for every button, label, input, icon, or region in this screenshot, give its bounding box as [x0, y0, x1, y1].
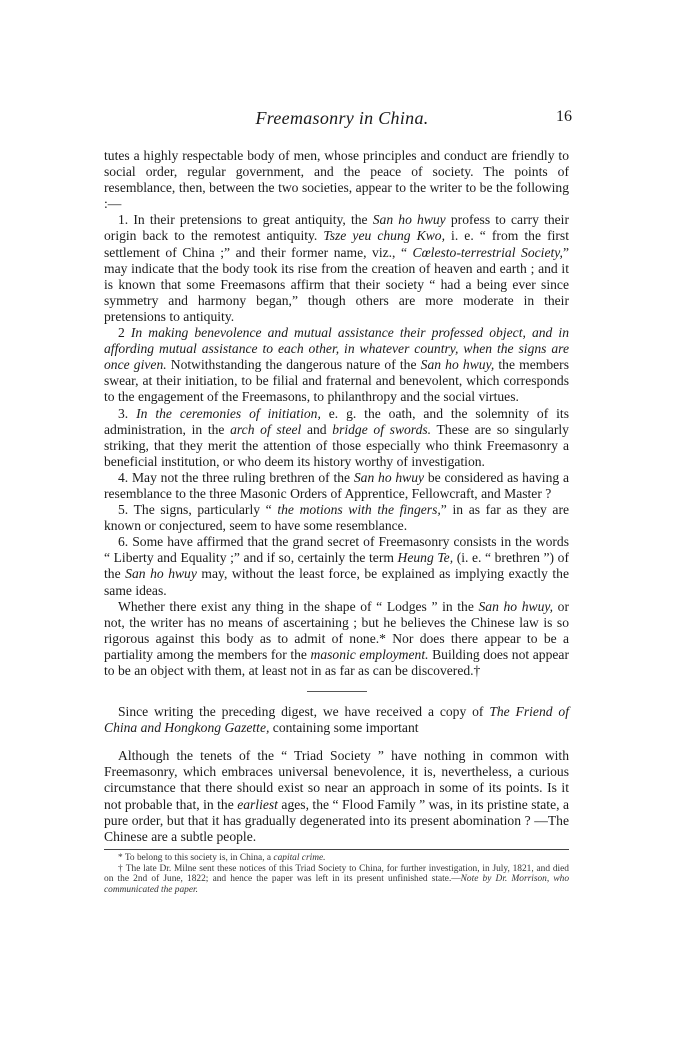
italic-run: earliest — [237, 796, 278, 812]
italic-run: San ho hwuy — [353, 469, 425, 485]
paragraph-editor-note — [104, 704, 569, 736]
point-1 — [104, 212, 569, 325]
paragraph-triad-society — [104, 748, 569, 845]
point-5 — [104, 502, 569, 534]
text-run: tutes a highly respectable body of men, whose principles and conduct are friendly to social order, regular government, and the peace of society. The points of resemblance, then, between the two societies, appear to the writer to be the following :— — [104, 148, 569, 212]
text-run: may, without the least force, be explained as implying exactly the same ideas. — [104, 566, 569, 598]
italic-run: arch of steel — [230, 421, 302, 437]
italic-run: In the ceremonies of initiation, — [136, 405, 321, 421]
italic-run: masonic employment. — [310, 646, 429, 662]
text-run: Building does not appear to be an object with them, at least not in as far as can be discovered.† — [104, 646, 569, 678]
running-header — [112, 108, 572, 132]
text-run: and — [301, 421, 333, 437]
text-run: 4. May not the three ruling brethren of the — [118, 469, 354, 485]
text-run: 6. Some have affirmed that the grand secret of Freemasonry consists in the words “ Liberty and Equality ;” and if so, certainly the term — [104, 534, 569, 566]
text-run: These are so singularly striking, that they merit the attention of those especially who think Freemasonry a beneficial institution, or who deem its history worthy of investigation. — [104, 421, 569, 469]
footnote-1 — [104, 853, 569, 864]
text-run: Although the tenets of the “ Triad Society ” have nothing in common with Freemasonry, which embraces universal benevolence, it is, nevertheless, a curious circumstance that there should exist so near an approach in some of its points. Is it not probable that, in the — [104, 748, 569, 812]
italic-run: San ho hwuy, — [420, 357, 495, 373]
text-run: be considered as having a resemblance to the three Masonic Orders of Apprentice, Fellowcraft, and Master ? — [104, 469, 569, 501]
italic-run: capital crime. — [273, 852, 326, 863]
point-3 — [104, 406, 569, 470]
text-run: containing some important — [269, 720, 419, 736]
text-run: 2 — [118, 325, 131, 341]
italic-run: Note by Dr. Morrison, who communicated the paper. — [104, 874, 570, 896]
text-run: or not, the writer has no means of ascertaining ; but he believes the Chinese law is so rigorous against this body as to admit of none.* Nor does there appear to be a partiality among the members for the — [104, 598, 569, 662]
section-divider — [307, 691, 367, 692]
italic-run: Heung Te, — [397, 550, 454, 566]
running-title: Freemasonry in China. — [255, 108, 429, 128]
point-4 — [104, 470, 569, 502]
footnote-2 — [104, 864, 569, 896]
text-run: 3. — [118, 405, 137, 421]
page-body — [104, 148, 569, 896]
text-run: * To belong to this society is, in China, a — [118, 852, 274, 863]
point-6 — [104, 534, 569, 598]
text-run: i. e. “ from the first settlement of China ;” and their former name, viz., “ — [104, 228, 569, 260]
italic-run: In making benevolence and mutual assistance their professed object, and in affording mutual assistance to each other, in whatever country, when the signs are once given. — [104, 325, 569, 373]
text-run: ” may indicate that the body took its rise from the creation of heaven and earth ; and it is known that some Freemasons affirm that their society “ had a being ever since symmetry and harmony began,” though others are more moderate in their pretensions to antiquity. — [104, 244, 569, 324]
paragraph-continuation — [104, 148, 569, 212]
italic-run: bridge of swords. — [332, 421, 432, 437]
text-run: ages, the “ Flood Family ” was, in its pristine state, a pure order, but that it has gradually degenerated into its present abomination ? —The Chinese are a subtle people. — [104, 796, 570, 844]
text-run: (i. e. “ brethren ”) of the — [104, 550, 569, 582]
paragraph-lodges — [104, 599, 569, 679]
text-run: 5. The signs, particularly “ — [118, 502, 278, 518]
italic-run: San ho hwuy, — [478, 598, 554, 614]
footnote-rule — [104, 849, 569, 850]
text-run: profess to carry their origin back to the remotest antiquity. — [104, 212, 569, 244]
point-2 — [104, 325, 569, 405]
text-run: † The late Dr. Milne sent these notices of this Triad Society to China, for further investigation, in July, 1821, and died on the 2nd of June, 1822; and hence the paper was left in its present unfinished state.— — [104, 863, 569, 885]
text-run: the members swear, at their initiation, to be filial and fraternal and benevolent, which corresponds to the engagement of the Freemasons, to philanthropy and the social virtues. — [104, 357, 569, 405]
spacer — [104, 736, 569, 748]
italic-run: Tsze yeu chung Kwo, — [323, 228, 445, 244]
italic-run: the motions with the fingers, — [277, 502, 441, 518]
italic-run: San ho hwuy — [372, 212, 446, 228]
footnotes — [104, 853, 569, 896]
text-run: ” in as far as they are known or conjectured, seem to have some resemblance. — [104, 502, 570, 534]
text-run: Whether there exist any thing in the shape of “ Lodges ” in the — [118, 598, 479, 614]
text-run: e. g. the oath, and the solemnity of its administration, in the — [104, 405, 569, 437]
italic-run: San ho hwuy — [125, 566, 197, 582]
page-number: 16 — [556, 108, 572, 125]
text-run: Since writing the preceding digest, we have received a copy of — [118, 704, 490, 720]
italic-run: The Friend of China and Hongkong Gazette, — [104, 704, 569, 736]
text-run: Notwithstanding the dangerous nature of the — [166, 357, 421, 373]
text-run: 1. In their pretensions to great antiquity, the — [118, 212, 373, 228]
italic-run: Cœlesto-terrestrial Society, — [412, 244, 563, 260]
